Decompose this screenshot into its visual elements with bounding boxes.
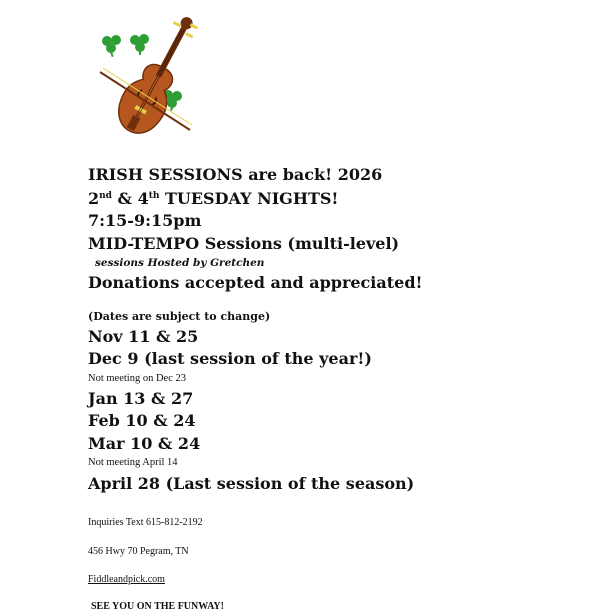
date-apr: April 28 (Last session of the season) [88, 474, 415, 493]
website-link[interactable]: Fiddleandpick.com [88, 574, 165, 585]
days-sup-nd: nd [99, 191, 112, 201]
days-rest: TUESDAY NIGHTS! [159, 189, 339, 208]
fiddle-with-shamrocks-icon [90, 2, 200, 147]
date-nov: Nov 11 & 25 [88, 327, 199, 346]
signoff-line: SEE YOU ON THE FUNWAY! [91, 601, 224, 612]
days-sup-th: th [148, 191, 160, 201]
note-apr: Not meeting April 14 [88, 457, 178, 468]
date-mar: Mar 10 & 24 [88, 434, 201, 453]
session-time: 7:15-9:15pm [88, 211, 202, 230]
dates-disclaimer: (Dates are subject to change) [88, 310, 271, 323]
shamrock-icon [130, 34, 149, 55]
address-line: 456 Hwy 70 Pegram, TN [88, 546, 189, 557]
session-tempo: MID-TEMPO Sessions (multi-level) [88, 234, 400, 253]
session-days [88, 189, 338, 208]
date-feb: Feb 10 & 24 [88, 411, 196, 430]
note-dec: Not meeting on Dec 23 [88, 373, 186, 384]
days-num: 2 [88, 189, 100, 208]
days-mid: & 4 [111, 189, 149, 208]
shamrock-icon [102, 35, 121, 57]
date-dec: Dec 9 (last session of the year!) [88, 349, 372, 368]
headline: IRISH SESSIONS are back! 2026 [88, 165, 383, 184]
host-line: sessions Hosted by Gretchen [95, 257, 265, 269]
inquiries-line: Inquiries Text 615-812-2192 [88, 517, 203, 528]
donations-line: Donations accepted and appreciated! [88, 273, 423, 292]
date-jan: Jan 13 & 27 [88, 389, 194, 408]
